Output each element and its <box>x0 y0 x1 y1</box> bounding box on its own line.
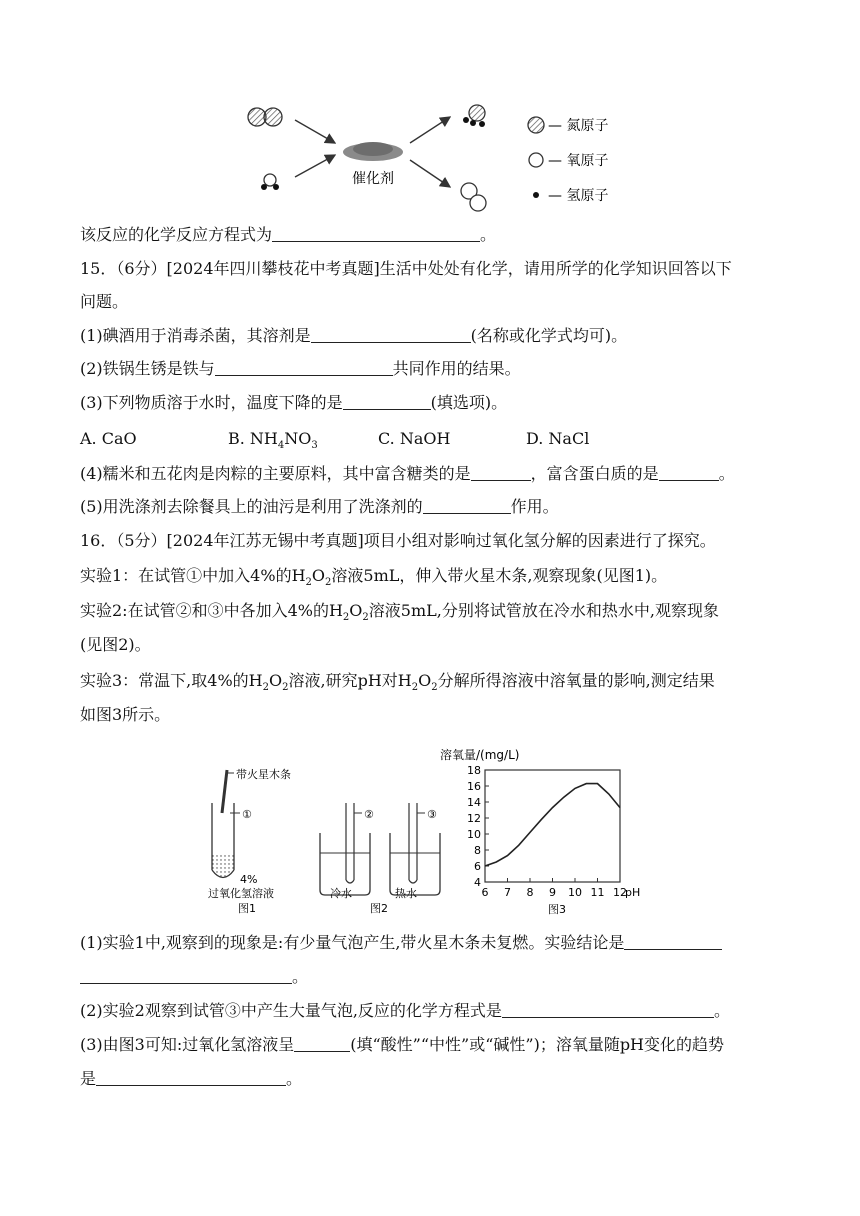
y-tick-label: 4 <box>474 876 481 889</box>
x-tick-label: 10 <box>568 886 582 899</box>
arrow-icon <box>410 160 450 187</box>
q15-item-2: (2)铁锅生锈是铁与 共同作用的结果。 <box>80 359 521 378</box>
y-tick-label: 16 <box>467 780 481 793</box>
q15-item-1: (1)碘酒用于消毒杀菌，其溶剂是 (名称或化学式均可)。 <box>80 326 628 345</box>
q16-answer-3: (3)由图3可知:过氧化氢溶液呈 (填“酸性”“中性”或“碱性”)；溶氧量随pH变化的趋势 <box>80 1035 725 1054</box>
y-tick-label: 14 <box>467 796 481 809</box>
x-tick-label: 9 <box>549 886 556 899</box>
q16-answer-1: (1)实验1中,观察到的现象是:有少量气泡产生,带火星木条未复燃。实验结论是 <box>80 932 722 954</box>
reaction-figure <box>240 95 630 220</box>
option-b[interactable]: B. $NH_4NO_3$ <box>228 429 318 452</box>
q15-heading: 15．（6分）[2024年四川攀枝花中考真题]生活中处处有化学，请用所学的化学知识回答以下 <box>80 259 732 278</box>
answer-blank[interactable] <box>423 497 511 514</box>
plot-frame <box>485 770 620 882</box>
q16-heading: 16．（5分）[2024年江苏无锡中考真题]项目小组对影响过氧化氢分解的因素进行了探究。 <box>80 531 716 550</box>
fig1-solution-label: 过氧化氢溶液 <box>208 887 274 900</box>
q16-experiment-2: 实验2:在试管②和③中各加入4%的$H_2O_2$溶液5mL,分别将试管放在冷水和热水中,观察现象 <box>80 601 719 624</box>
answer-blank[interactable] <box>80 967 292 984</box>
answer-blank[interactable] <box>624 933 722 950</box>
q15-item-4: (4)糯米和五花肉是肉粽的主要原料，其中富含糖类的是 ，富含蛋白质的是 。 <box>80 464 735 483</box>
q14-equation-line: 该反应的化学反应方程式为 。 <box>80 225 497 244</box>
oxygen-molecule-icon <box>461 183 486 211</box>
hydrogen-molecule-icon <box>261 174 279 194</box>
x-tick-label: 11 <box>590 886 605 899</box>
oxygen-atom-legend-icon <box>529 153 543 167</box>
q16-experiment-3-cont: 如图3所示。 <box>80 705 171 724</box>
option-c[interactable]: C. NaOH <box>378 429 451 448</box>
arrow-icon <box>410 117 450 143</box>
ammonia-molecule-icon <box>463 105 485 127</box>
nitrogen-molecule-icon <box>248 108 282 126</box>
y-tick-label: 10 <box>467 828 481 841</box>
legend-hydrogen: — 氢原子 <box>548 188 609 204</box>
q16-answer-2: (2)实验2观察到试管③中产生大量气泡,反应的化学方程式是 。 <box>80 1001 730 1020</box>
q16-answer-1-cont: 。 <box>80 966 308 988</box>
figure-2-beakers <box>320 803 440 915</box>
legend-oxygen: — 氧原子 <box>548 153 609 169</box>
fig1-stick-label: 带火星木条 <box>236 768 291 781</box>
y-tick-label: 12 <box>467 812 481 825</box>
q16-experiment-2-cont: (见图2)。 <box>80 635 151 654</box>
q15-heading-cont: 问题。 <box>80 292 129 311</box>
q16-experiment-1: 实验1：在试管①中加入4%的$H_2O_2$溶液5mL，伸入带火星木条,观察现象(见图1)。 <box>80 566 668 589</box>
q15-options <box>80 428 589 457</box>
answer-blank[interactable] <box>471 464 531 481</box>
y-tick-label: 6 <box>474 860 481 873</box>
answer-blank[interactable] <box>659 464 719 481</box>
q15-item-3: (3)下列物质溶于水时，温度下降的是 (填选项)。 <box>80 393 508 412</box>
q16-answer-3-cont: 是 。 <box>80 1069 303 1088</box>
fig3-caption: 图3 <box>548 903 566 916</box>
nitrogen-atom-legend-icon <box>528 117 544 133</box>
option-d[interactable]: D. NaCl <box>526 429 590 448</box>
option-a[interactable]: A. CaO <box>80 429 137 448</box>
y-axis-label: 溶氧量/(mg/L) <box>440 748 520 762</box>
x-tick-label: 6 <box>481 886 489 899</box>
y-tick-label: 18 <box>467 764 481 777</box>
hydrogen-atom-legend-icon <box>533 192 539 198</box>
fig1-concentration: 4% <box>240 873 258 886</box>
x-tick-label: 12 <box>613 886 627 899</box>
x-axis-label: pH <box>625 886 641 899</box>
figure-3-chart <box>440 745 660 920</box>
series-line <box>485 784 620 866</box>
fig2-cold-water: 冷水 <box>330 887 352 900</box>
arrow-icon <box>295 155 335 177</box>
fig2-tube2-label: ② <box>364 808 374 821</box>
x-tick-label: 8 <box>526 886 534 899</box>
answer-blank[interactable] <box>311 326 471 343</box>
q16-experiment-3: 实验3：常温下,取4%的$H_2O_2$溶液,研究pH对$H_2O_2$分解所得溶液中溶氧量的影响,测定结果 <box>80 671 715 694</box>
fig1-tube-label: ① <box>242 808 252 821</box>
fig1-caption: 图1 <box>238 902 256 915</box>
answer-blank[interactable] <box>343 393 431 410</box>
legend-nitrogen: — 氮原子 <box>548 118 609 134</box>
answer-blank[interactable] <box>215 359 393 376</box>
answer-blank[interactable] <box>294 1035 350 1052</box>
fig2-hot-water: 热水 <box>395 887 417 900</box>
fig2-caption: 图2 <box>370 902 388 915</box>
fig2-tube3-label: ③ <box>427 808 437 821</box>
figure-1-test-tube <box>208 767 291 915</box>
catalyst-label: 催化剂 <box>352 171 394 187</box>
answer-blank[interactable] <box>96 1069 286 1086</box>
q15-item-5: (5)用洗涤剂去除餐具上的油污是利用了洗涤剂的 作用。 <box>80 497 559 516</box>
arrow-icon <box>295 120 335 143</box>
answer-blank[interactable] <box>502 1001 714 1018</box>
answer-blank[interactable] <box>272 225 480 242</box>
x-tick-label: 7 <box>504 886 511 899</box>
experiment-figures <box>200 755 460 920</box>
y-tick-label: 8 <box>474 844 481 857</box>
